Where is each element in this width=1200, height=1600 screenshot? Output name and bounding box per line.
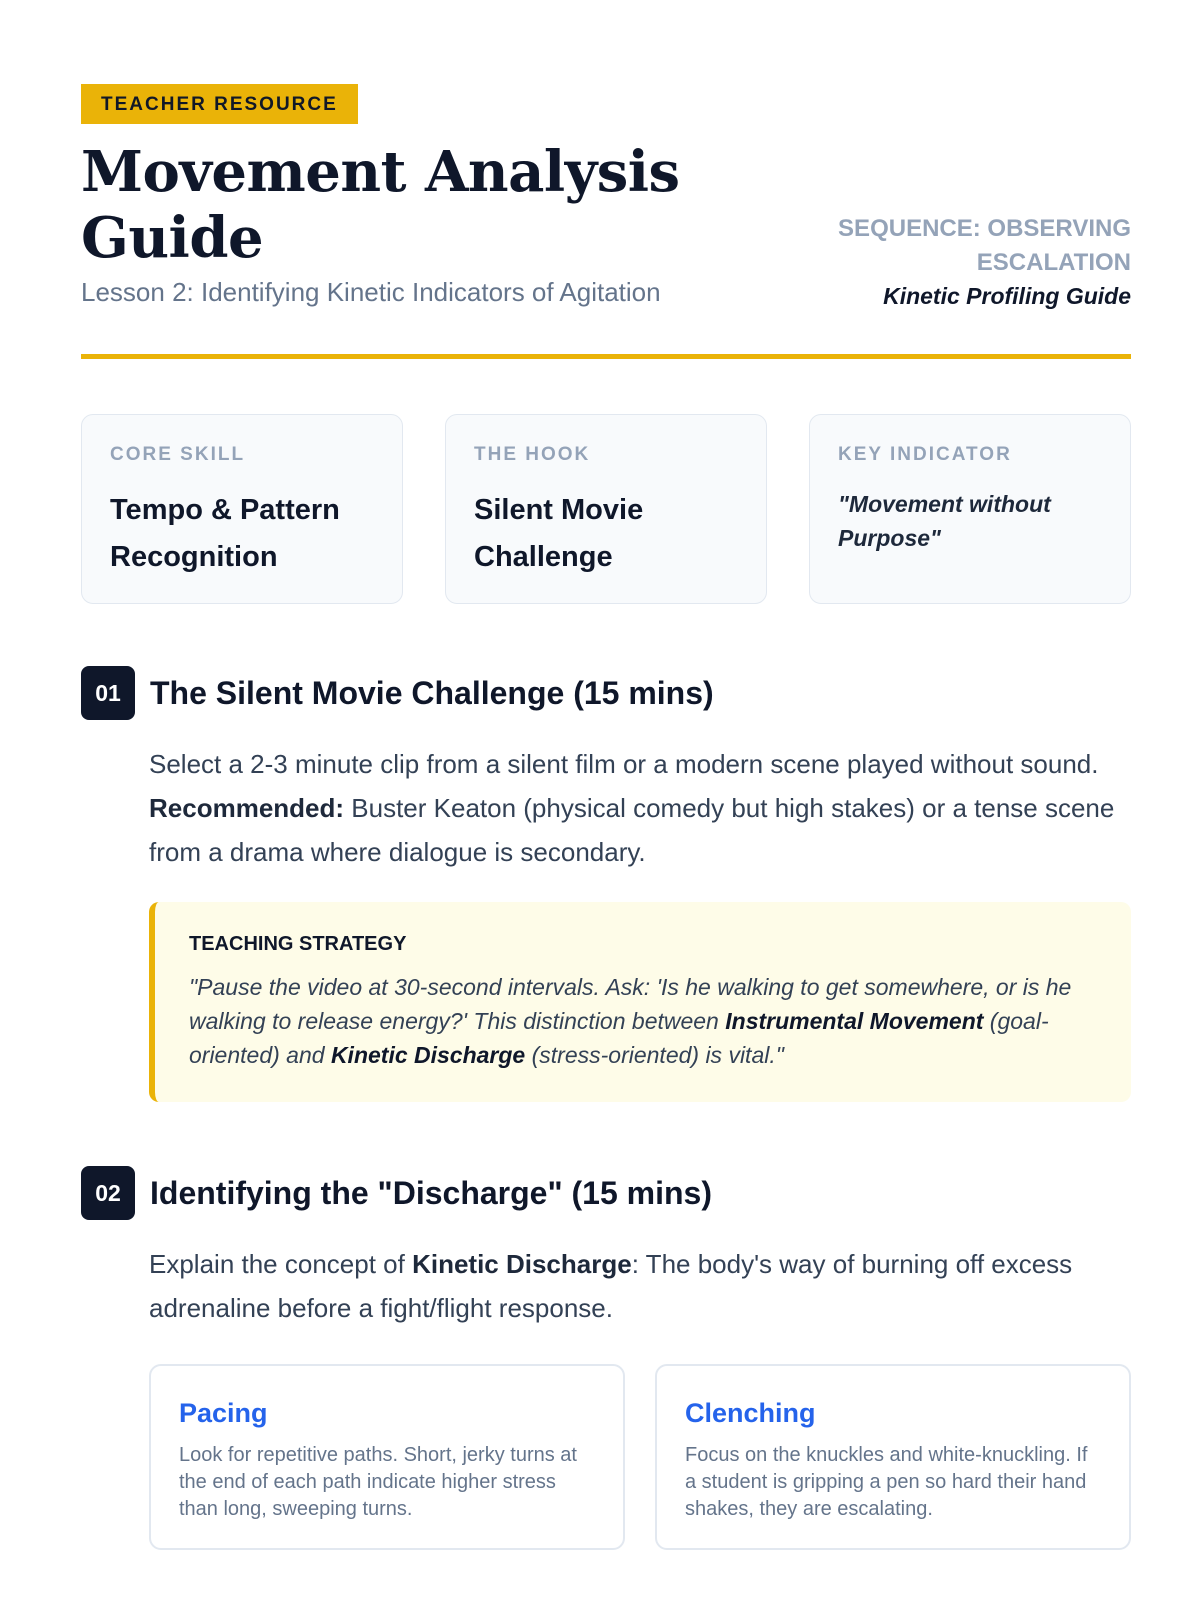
body-bold: Kinetic Discharge xyxy=(412,1249,632,1279)
body-text: Explain the concept of xyxy=(149,1249,413,1279)
indicator-text: Look for repetitive paths. Short, jerky turns at the end of each path indicate higher stress than long, sweeping turns. xyxy=(179,1444,577,1520)
callout-text xyxy=(189,970,1097,1072)
body-text: : The body's way of burning off excess adrenaline before a fight/flight response. xyxy=(149,1249,1073,1323)
summary-cards xyxy=(81,414,1131,604)
section-body xyxy=(149,1242,1131,1330)
key-indicator-card xyxy=(809,414,1131,604)
indicator-title: Clenching xyxy=(685,1398,816,1428)
hook-card xyxy=(445,414,767,604)
card-label: THE HOOK xyxy=(474,444,591,465)
page-title: Movement Analysis Guide xyxy=(81,139,680,271)
indicator-title: Pacing xyxy=(179,1398,268,1428)
header xyxy=(81,84,1131,354)
card-value: Silent Movie Challenge xyxy=(474,494,644,573)
callout-text-part: "Pause the video at 30-second intervals. Ask: 'Is he walking to get somewhere, or is he walking to release energy?' This distinction between xyxy=(189,974,1072,1034)
page-header xyxy=(81,84,1131,354)
sequence-subtitle: Kinetic Profiling Guide xyxy=(883,283,1131,309)
callout-text-part: (stress-oriented) is vital." xyxy=(525,1042,784,1068)
section-number-badge: 01 xyxy=(81,666,135,720)
sequence-label: SEQUENCE: OBSERVING ESCALATION xyxy=(838,215,1131,276)
callout-bold: Kinetic Discharge xyxy=(330,1042,526,1068)
body-text: Buster Keaton (physical comedy but high stakes) or a tense scene from a drama where dialogue is secondary. xyxy=(149,793,1115,867)
section-title: Identifying the "Discharge" (15 mins) xyxy=(150,1174,712,1211)
card-label: KEY INDICATOR xyxy=(838,444,1012,465)
indicator-text: Focus on the knuckles and white-knuckling. If a student is gripping a pen so hard their hand shakes, they are escalating. xyxy=(685,1444,1088,1520)
body-text: Select a 2-3 minute clip from a silent film or a modern scene played without sound. xyxy=(149,749,1099,779)
clenching-card xyxy=(655,1364,1131,1550)
card-value: Tempo & Pattern Recognition xyxy=(110,494,340,573)
callout-text-part: (goal-oriented) and xyxy=(189,1008,1049,1068)
body-bold: Recommended: xyxy=(149,793,345,823)
section-discharge xyxy=(81,1166,1131,1550)
teaching-strategy-callout xyxy=(149,902,1131,1102)
card-quote: "Movement without Purpose" xyxy=(838,491,1051,551)
section-title: The Silent Movie Challenge (15 mins) xyxy=(150,674,714,711)
section-heading xyxy=(81,1166,1131,1220)
pacing-card xyxy=(149,1364,625,1550)
section-number-badge: 02 xyxy=(81,1166,135,1220)
callout-label: TEACHING STRATEGY xyxy=(189,933,407,955)
card-label: CORE SKILL xyxy=(110,444,246,465)
section-body xyxy=(149,742,1131,874)
lesson-subtitle: Lesson 2: Identifying Kinetic Indicators of Agitation xyxy=(81,277,661,307)
section-silent-movie xyxy=(81,666,1131,1102)
core-skill-card xyxy=(81,414,403,604)
section-heading xyxy=(81,666,1131,720)
header-divider xyxy=(81,354,1131,359)
indicator-cards xyxy=(149,1364,1131,1550)
resource-badge: TEACHER RESOURCE xyxy=(81,84,358,124)
callout-bold: Instrumental Movement xyxy=(725,1008,984,1034)
